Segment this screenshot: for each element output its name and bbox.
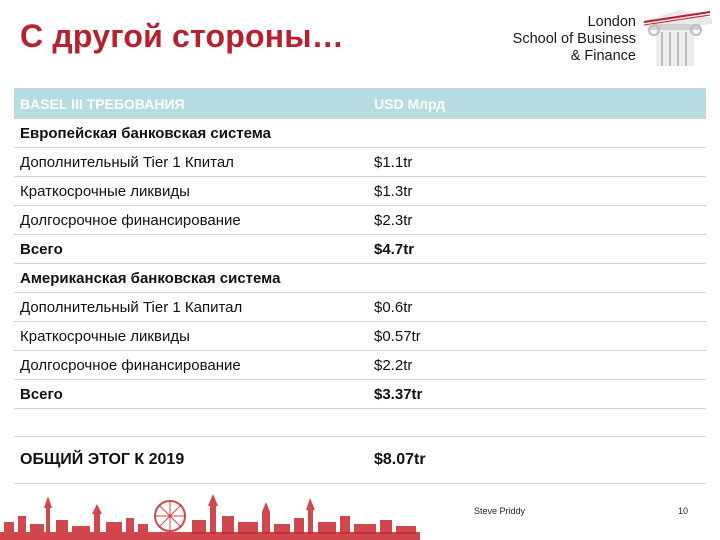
row-value: $3.37tr: [368, 380, 706, 409]
row-value: $8.07tr: [368, 437, 706, 484]
row-label: ОБЩИЙ ЭТОГ К 2019: [14, 437, 368, 484]
table-row: [14, 437, 706, 484]
table-row: [14, 235, 706, 264]
row-label: Долгосрочное финансирование: [14, 351, 368, 380]
column-logo-icon: [640, 8, 712, 68]
table-row: [14, 351, 706, 380]
footer-author: Steve Priddy: [474, 506, 526, 516]
row-value: $4.7tr: [368, 235, 706, 264]
row-label: Всего: [14, 235, 368, 264]
row-label: Всего: [14, 380, 368, 409]
row-value: $2.3tr: [368, 206, 706, 235]
row-value: [368, 264, 706, 293]
row-label: [14, 409, 368, 437]
slide-title: С другой стороны…: [20, 18, 344, 54]
page-number: 10: [678, 506, 689, 516]
row-label: Долгосрочное финансирование: [14, 206, 368, 235]
table-row: [14, 148, 706, 177]
row-label: Европейская банковская система: [14, 119, 368, 148]
table-row: [14, 293, 706, 322]
row-value: [368, 119, 706, 148]
table-row: [14, 322, 706, 351]
row-value: $1.3tr: [368, 177, 706, 206]
table-row: [14, 264, 706, 293]
header-requirements: BASEL III ТРЕБОВАНИЯ: [14, 89, 368, 119]
row-label: Краткосрочные ликвиды: [14, 177, 368, 206]
basel-requirements-table: [14, 88, 706, 484]
row-value: [368, 409, 706, 437]
logo-wordmark: [500, 14, 636, 65]
logo-line-2: School of Business: [512, 31, 636, 47]
table-row: [14, 380, 706, 409]
row-value: $1.1tr: [368, 148, 706, 177]
school-logo: [500, 8, 712, 70]
table-header-row: [14, 89, 706, 119]
logo-line-3: & Finance: [570, 48, 636, 64]
row-value: $2.2tr: [368, 351, 706, 380]
row-label: Краткосрочные ликвиды: [14, 322, 368, 351]
row-value: $0.57tr: [368, 322, 706, 351]
table-row: [14, 177, 706, 206]
header-usd: USD Млрд: [368, 89, 706, 119]
row-label: Американская банковская система: [14, 264, 368, 293]
row-value: $0.6tr: [368, 293, 706, 322]
row-label: Дополнительный Tier 1 Кпитал: [14, 148, 368, 177]
table-row: [14, 119, 706, 148]
table-row: [14, 409, 706, 437]
london-skyline-illustration: [0, 486, 420, 540]
logo-line-1: London: [587, 14, 636, 30]
table-row: [14, 206, 706, 235]
row-label: Дополнительный Tier 1 Капитал: [14, 293, 368, 322]
